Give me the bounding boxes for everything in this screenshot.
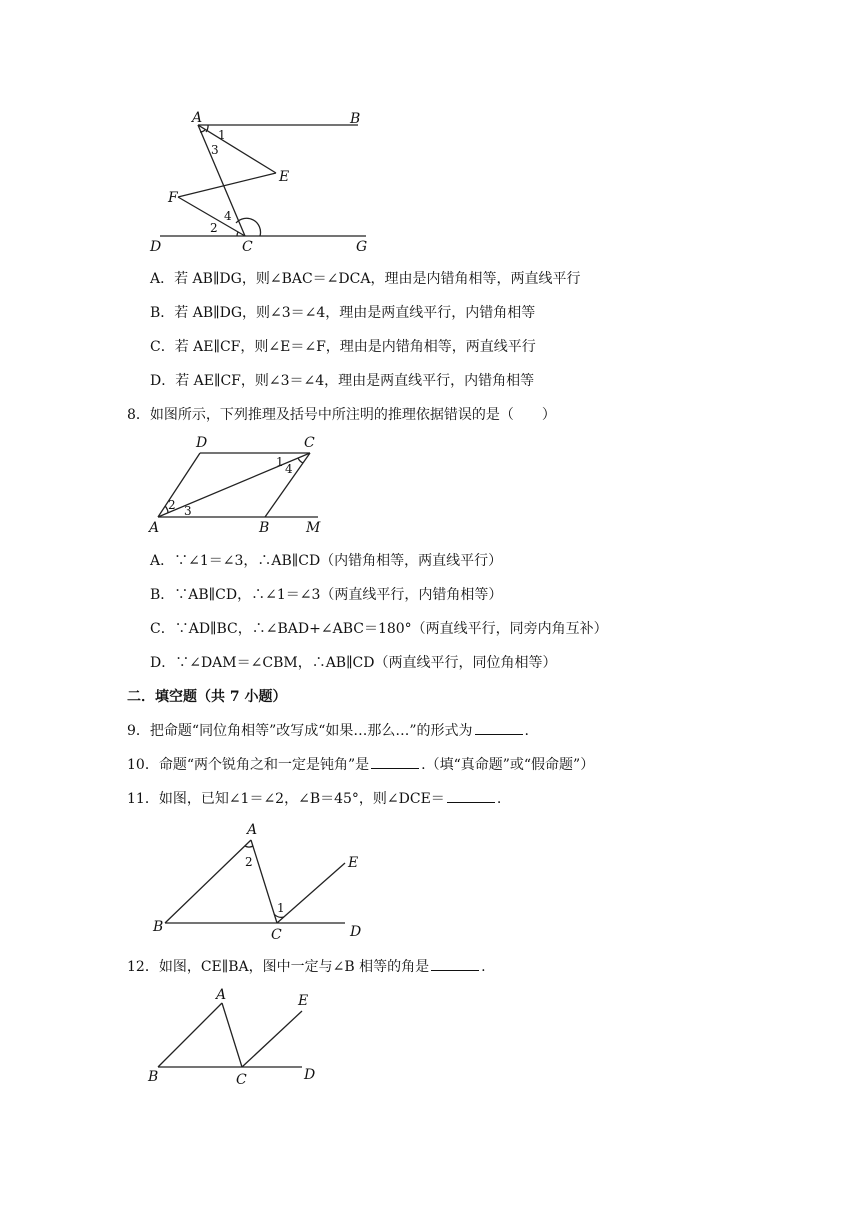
q12-end: .	[481, 959, 486, 975]
q12	[127, 958, 486, 976]
q8-option-c: C．∵AD∥BC，∴∠BAD+∠ABC＝180°（两直线平行，同旁内角互补）	[150, 621, 608, 637]
q7-option-a: A．若 AB∥DG，则∠BAC＝∠DCA，理由是内错角相等，两直线平行	[150, 271, 581, 287]
q9-text: 9．把命题“同位角相等”改写成“如果…那么…”的形式为	[127, 723, 473, 739]
q9-answer-blank	[475, 722, 523, 735]
angle-3: 3	[184, 504, 192, 518]
q8-option-b: B．∵AB∥CD，∴∠1＝∠3（两直线平行，内错角相等）	[150, 587, 503, 603]
label-E: E	[298, 993, 309, 1009]
label-A: A	[216, 987, 227, 1003]
figure-q7	[140, 105, 380, 255]
label-D: D	[304, 1067, 316, 1083]
label-G: G	[356, 239, 368, 255]
angle-2: 2	[210, 221, 218, 235]
label-E: E	[279, 169, 290, 185]
q7-option-b: B．若 AB∥DG，则∠3＝∠4，理由是两直线平行，内错角相等	[150, 305, 536, 321]
label-A: A	[192, 110, 203, 126]
q11-text: 11．如图，已知∠1＝∠2，∠B＝45°，则∠DCE＝	[127, 791, 445, 807]
label-E: E	[348, 855, 359, 871]
label-B: B	[148, 1069, 159, 1085]
q11-end: .	[496, 791, 502, 807]
label-C: C	[236, 1072, 247, 1088]
angle-3: 3	[211, 143, 219, 157]
q8-option-d: D．∵∠DAM＝∠CBM，∴AB∥CD（两直线平行，同位角相等）	[150, 655, 557, 671]
q9-end: .	[524, 723, 529, 739]
label-M: M	[306, 520, 321, 536]
label-C: C	[242, 239, 253, 255]
label-B: B	[153, 919, 164, 935]
label-A: A	[149, 520, 160, 536]
q9	[127, 722, 529, 740]
angle-1: 1	[277, 901, 285, 915]
q7-option-d: D．若 AE∥CF，则∠3＝∠4，理由是两直线平行，内错角相等	[150, 373, 535, 389]
label-D: D	[350, 924, 362, 940]
q10	[127, 756, 594, 774]
figure-q11	[145, 818, 375, 943]
angle-4: 4	[224, 209, 232, 223]
q8-option-a: A．∵∠1＝∠3，∴AB∥CD（内错角相等，两直线平行）	[150, 553, 503, 569]
section-heading: 二．填空题（共 7 小题）	[127, 689, 287, 705]
angle-1: 1	[218, 128, 226, 142]
label-D: D	[196, 435, 208, 451]
label-B: B	[350, 111, 361, 127]
angle-2: 2	[168, 498, 176, 512]
q10-end: .（填“真命题”或“假命题”）	[421, 757, 595, 773]
q11-answer-blank	[447, 790, 495, 803]
label-C: C	[304, 435, 315, 451]
label-D: D	[150, 239, 162, 255]
label-B: B	[259, 520, 270, 536]
label-C: C	[271, 927, 282, 943]
label-A: A	[247, 822, 258, 838]
q8-question: 8．如图所示，下列推理及括号中所注明的推理依据错误的是（ ）	[127, 407, 556, 423]
q10-answer-blank	[371, 756, 419, 769]
angle-1: 1	[276, 455, 284, 469]
q11	[127, 790, 501, 808]
q7-option-c: C．若 AE∥CF，则∠E＝∠F，理由是内错角相等，两直线平行	[150, 339, 536, 355]
q12-answer-blank	[431, 958, 479, 971]
q12-text: 12．如图，CE∥BA，图中一定与∠B 相等的角是	[127, 959, 430, 975]
figure-q8	[140, 430, 340, 540]
angle-2: 2	[245, 855, 253, 869]
figure-q12	[140, 985, 330, 1090]
q10-text: 10．命题“两个锐角之和一定是钝角”是	[127, 757, 370, 773]
label-F: F	[168, 190, 178, 206]
angle-4: 4	[285, 462, 293, 476]
